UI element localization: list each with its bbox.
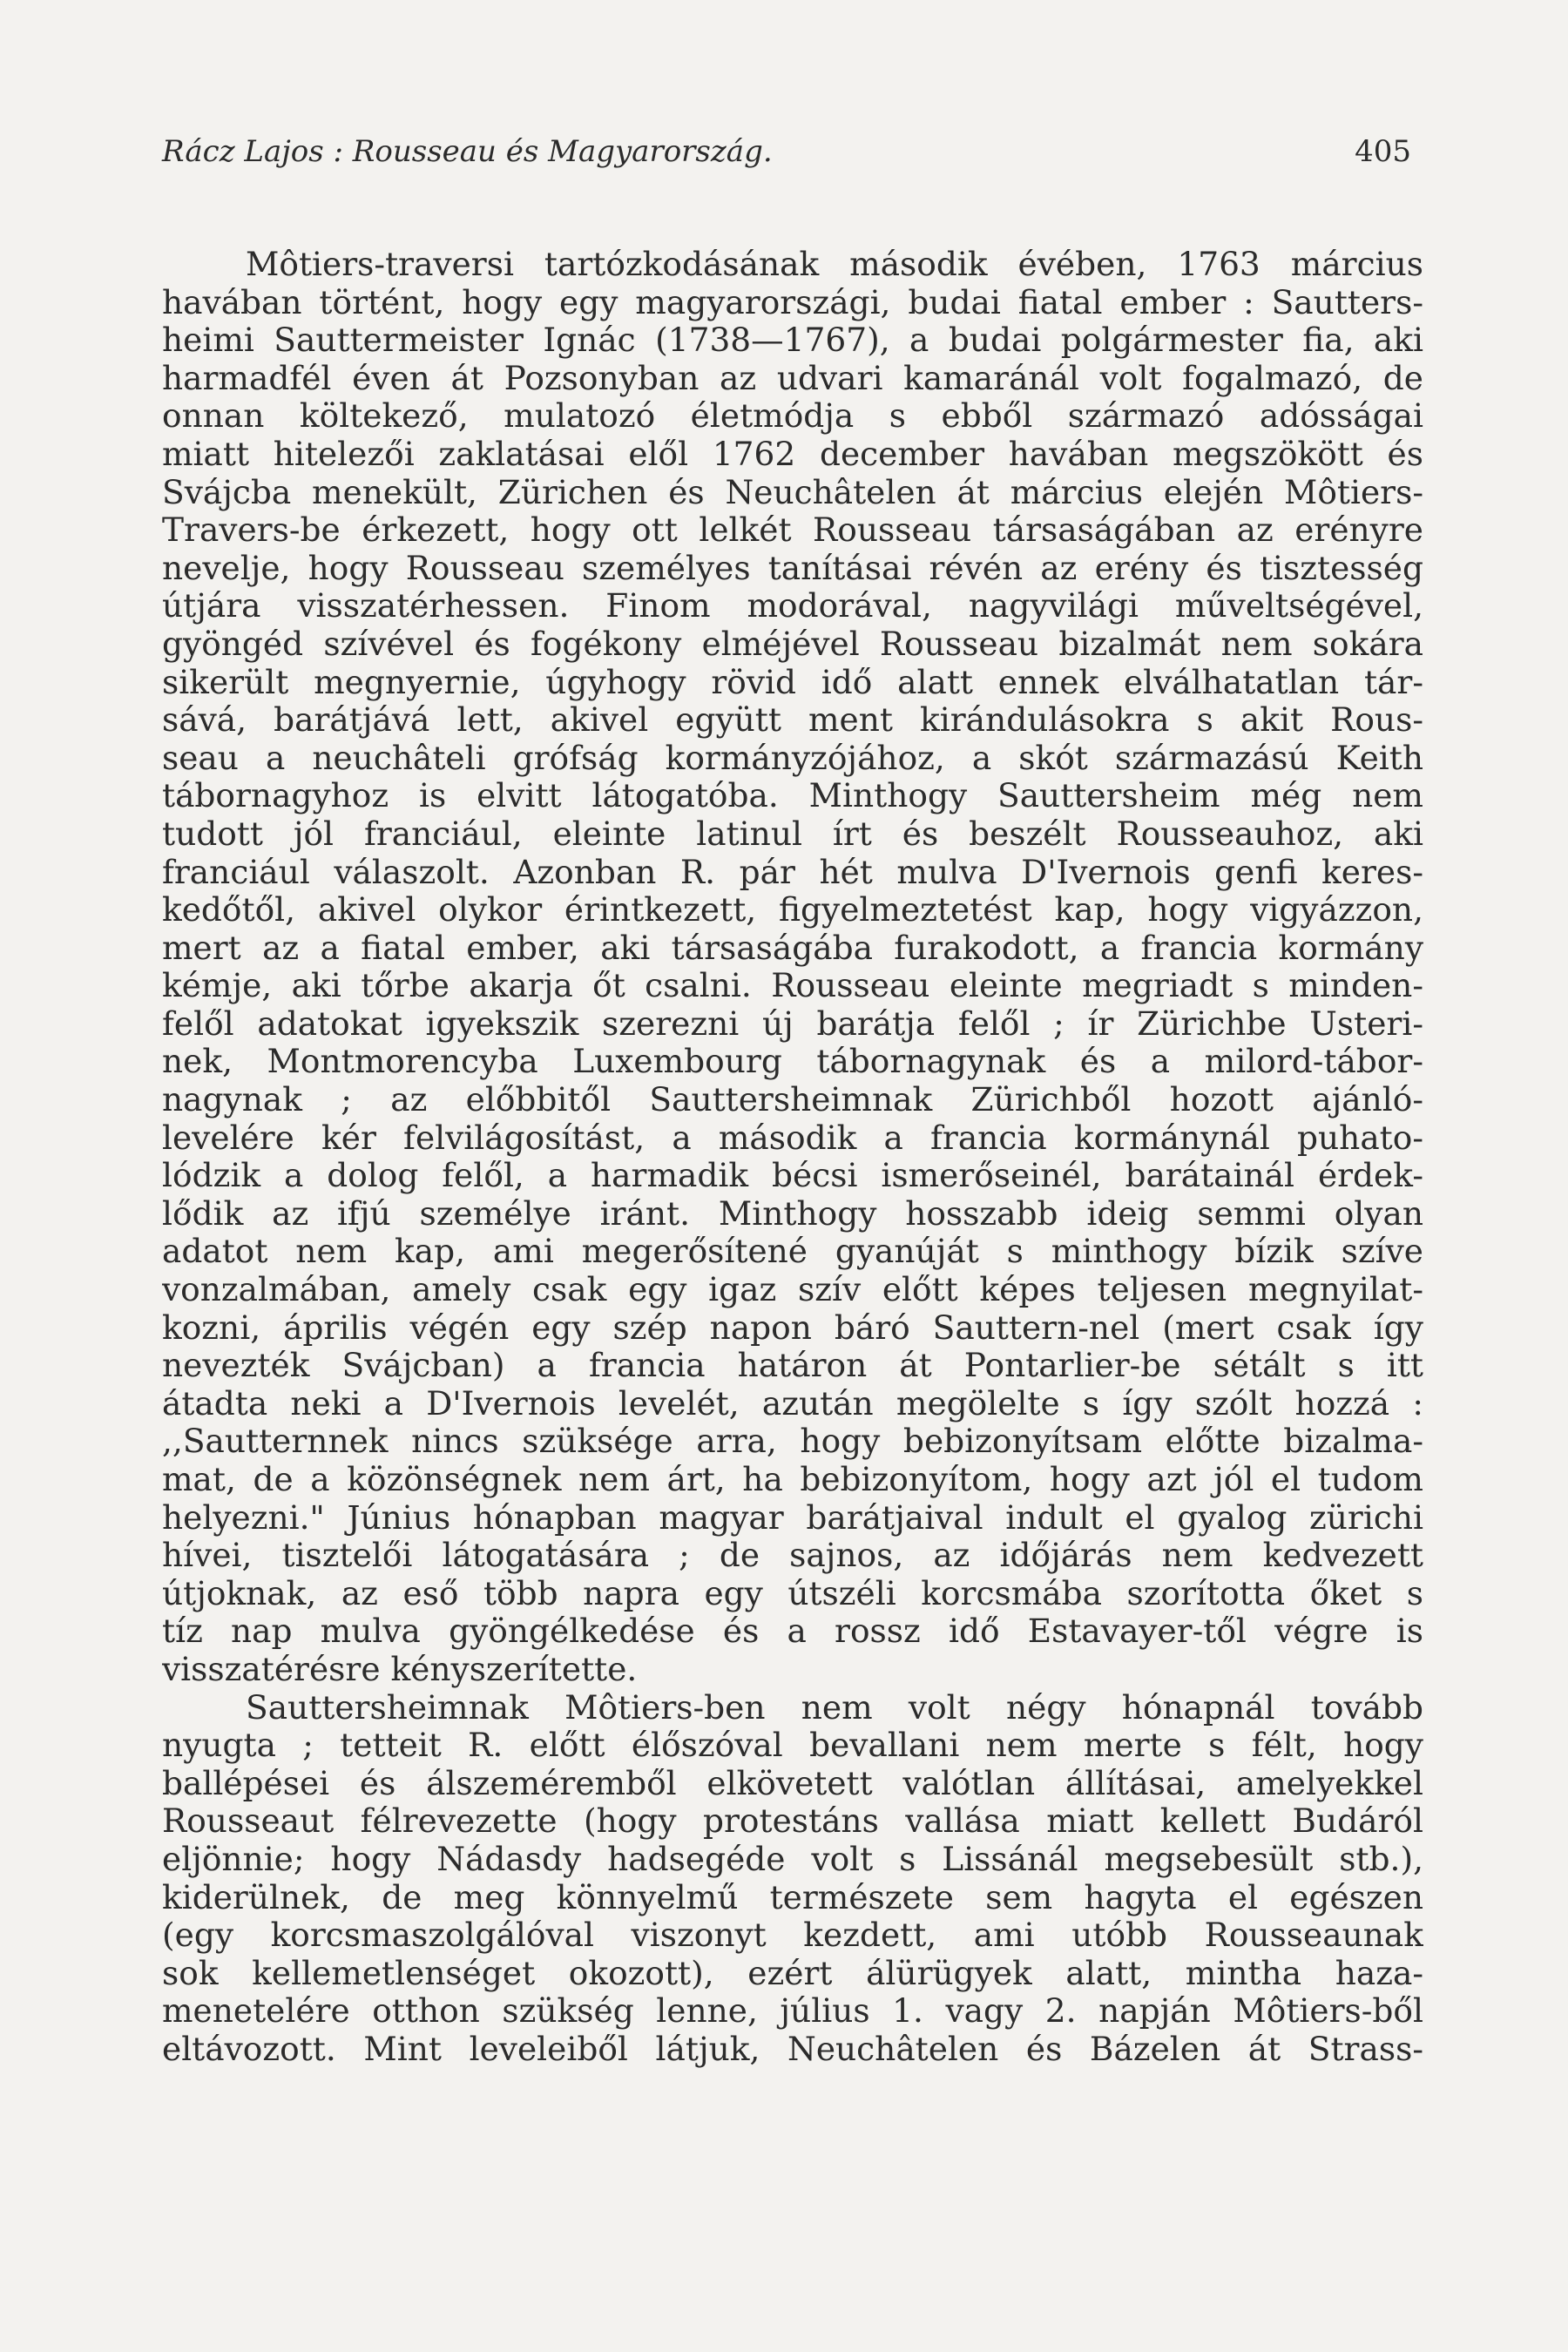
text-line: nevezték Svájcban) a francia határon át Pontarlier-be sétált s itt [162,1347,1423,1385]
text-line: havában történt, hogy egy magyarországi, budai fiatal ember : Sautters- [162,283,1423,321]
text-line: átadta neki a D'Ivernois levelét, azután megölelte s így szólt hozzá : [162,1384,1423,1423]
text-line: Svájcba menekült, Zürichen és Neuchâtelen át március elején Môtiers- [162,473,1423,511]
text-line: mat, de a közönségnek nem árt, ha bebizonyítom, hogy azt jól el tudom [162,1461,1423,1498]
text-line: nevelje, hogy Rousseau személyes tanításai révén az erény és tisztesség [162,549,1423,587]
text-line: nyugta ; tetteit R. előtt élőszóval bevallani nem merte s félt, hogy [162,1727,1423,1765]
text-line: útjoknak, az eső több napra egy útszéli korcsmába szorította őket s [162,1574,1423,1612]
text-line: sok kellemetlenséget okozott), ezért álürügyek alatt, mintha haza- [162,1954,1423,1992]
text-line: kémje, aki tőrbe akarja őt csalni. Rousseau eleinte megriadt s minden- [162,967,1423,1005]
text-line: helyezni." Június hónapban magyar barátjaival indult el gyalog zürichi [162,1498,1423,1537]
text-line: menetelére otthon szükség lenne, július 1. vagy 2. napján Môtiers-ből [162,1992,1423,2031]
text-line: adatot nem kap, ami megerősítené gyanúját s minthogy bízik szíve [162,1233,1423,1271]
text-line: mert az a fiatal ember, aki társaságába furakodott, a francia kormány [162,929,1423,967]
text-line: ballépései és álszeméremből elkövetett valótlan állításai, amelyekkel [162,1764,1423,1802]
text-line: tíz nap mulva gyöngélkedése és a rossz idő Estavayer-től végre is [162,1612,1423,1651]
text-line: eltávozott. Mint leveleiből látjuk, Neuchâtelen és Bázelen át Strass- [162,2030,1423,2068]
text-line: onnan költekező, mulatozó életmódja s ebből származó adósságai [162,397,1423,436]
text-line: seau a neuchâteli grófság kormányzójához, a skót származású Keith [162,739,1423,777]
text-line: ,,Sautternnek nincs szüksége arra, hogy bebizonyítsam előtte bizalma- [162,1423,1423,1461]
text-line: nagynak ; az előbbitől Sauttersheimnak Zürichből hozott ajánló- [162,1081,1423,1119]
text-line: Sauttersheimnak Môtiers-ben nem volt négy hónapnál tovább [246,1688,1423,1727]
text-line: visszatérésre kényszerítette. [162,1650,638,1688]
text-line: nek, Montmorencyba Luxembourg tábornagynak és a milord-tábor- [162,1043,1423,1081]
paragraph-1 [162,246,1423,1689]
text-line: lődik az ifjú személye iránt. Minthogy hosszabb ideig semmi olyan [162,1194,1423,1233]
text-line: Rousseaut félrevezette (hogy protestáns vallása miatt kellett Budáról [162,1802,1423,1841]
text-line: harmadfél éven át Pozsonyban az udvari kamaránál volt fogalmazó, de [162,359,1423,397]
text-line: Travers-be érkezett, hogy ott lelkét Rousseau társaságában az erényre [162,511,1423,550]
text-line: heimi Sauttermeister Ignác (1738—1767), a budai polgármester fia, aki [162,321,1423,360]
text-line: franciául válaszolt. Azonban R. pár hét mulva D'Ivernois genfi keres- [162,853,1423,891]
text-line: felől adatokat igyekszik szerezni új barátja felől ; ír Zürichbe Usteri- [162,1004,1423,1043]
text-line: Môtiers-traversi tartózkodásának második évében, 1763 március [246,246,1423,283]
text-line: tábornagyhoz is elvitt látogatóba. Minthogy Sauttersheim még nem [162,777,1423,815]
running-title: Rácz Lajos : Rousseau és Magyarország. [162,134,773,169]
text-line: eljönnie; hogy Nádasdy hadsegéde volt s Lissánál megsebesült stb.), [162,1840,1423,1878]
text-line: sikerült megnyernie, úgyhogy rövid idő alatt ennek elválhatatlan tár- [162,663,1423,701]
body-text [162,246,1423,2069]
text-line: miatt hitelezői zaklatásai elől 1762 december havában megszökött és [162,435,1423,473]
text-line: útjára visszatérhessen. Finom modorával, nagyvilági műveltségével, [162,587,1423,625]
text-line: kedőtől, akivel olykor érintkezett, figyelmeztetést kap, hogy vigyázzon, [162,891,1423,929]
text-line: sává, barátjává lett, akivel együtt ment kirándulásokra s akit Rous- [162,701,1423,740]
text-line: kozni, április végén egy szép napon báró Sauttern-nel (mert csak így [162,1308,1423,1347]
text-line: vonzalmában, amely csak egy igaz szív előtt képes teljesen megnyilat- [162,1271,1423,1309]
text-line: hívei, tisztelői látogatására ; de sajnos, az időjárás nem kedvezett [162,1537,1423,1575]
page-number: 405 [1355,134,1411,169]
text-line: levelére kér felvilágosítást, a második a francia kormánynál puhato- [162,1119,1423,1157]
text-line: lódzik a dolog felől, a harmadik bécsi ismerőseinél, barátainál érdek- [162,1157,1423,1195]
text-line: gyöngéd szívével és fogékony elméjével Rousseau bizalmát nem sokára [162,625,1423,663]
text-line: kiderülnek, de meg könnyelmű természete sem hagyta el egészen [162,1878,1423,1916]
text-line: tudott jól franciául, eleinte latinul írt és beszélt Rousseauhoz, aki [162,814,1423,853]
running-header [162,131,1411,172]
text-line: (egy korcsmaszolgálóval viszonyt kezdett, ami utóbb Rousseaunak [162,1916,1423,1955]
paragraph-2 [162,1689,1423,2069]
